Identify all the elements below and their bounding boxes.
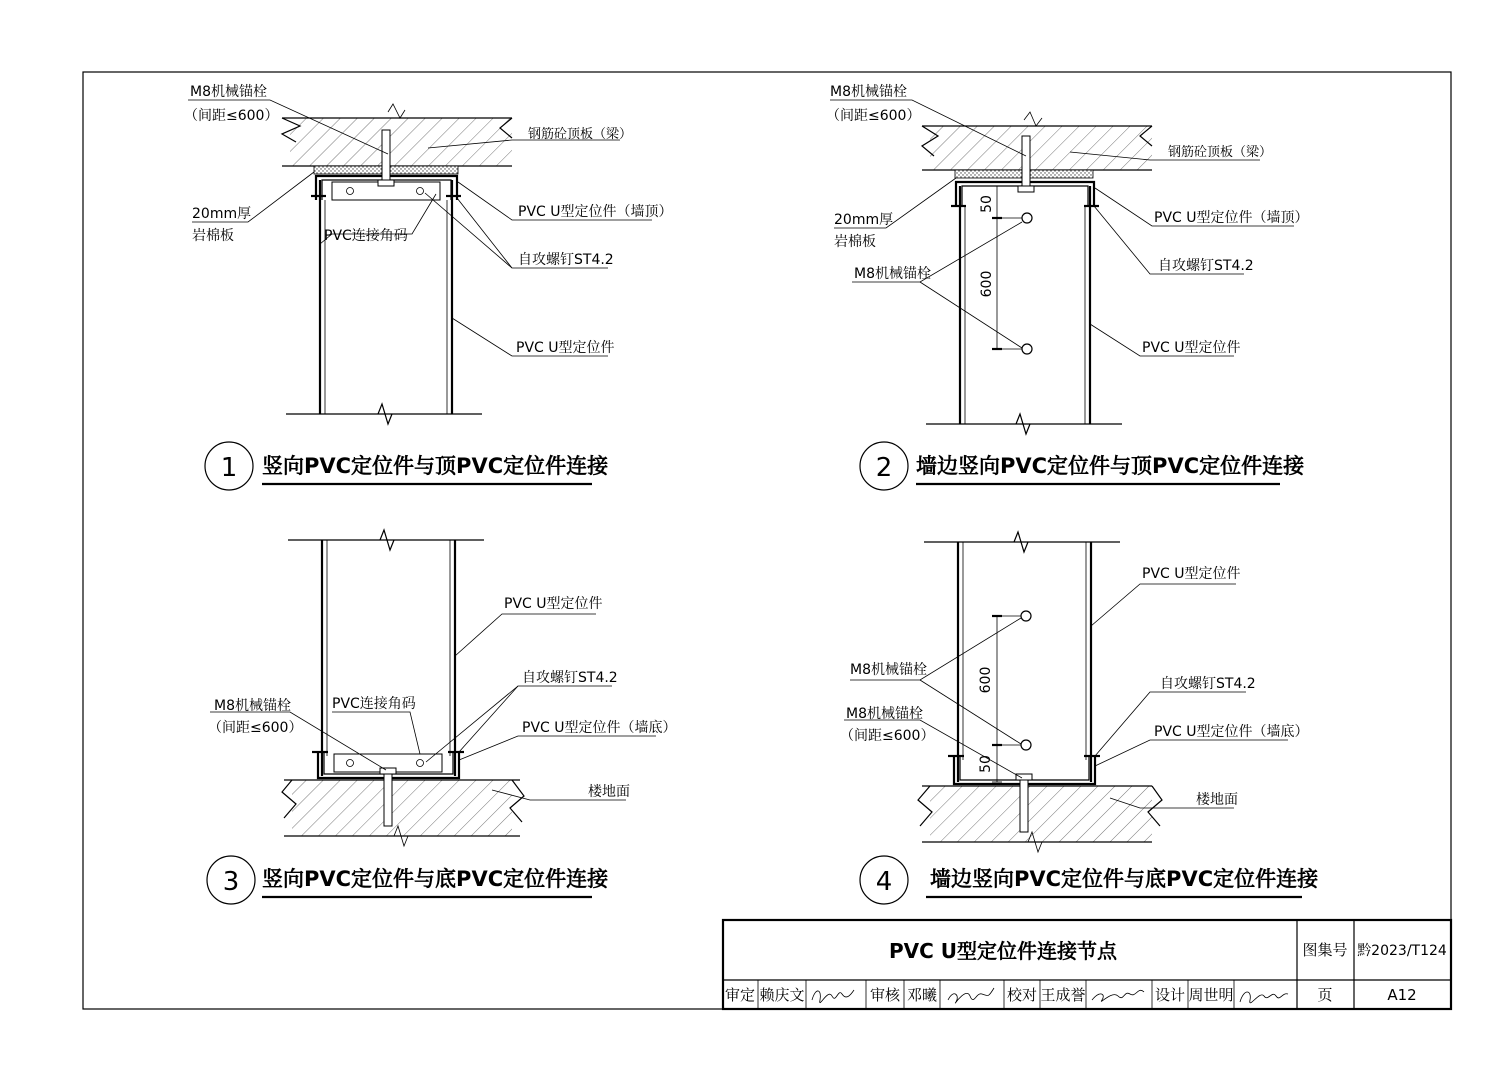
- label-corner: PVC连接角码: [332, 696, 416, 712]
- approve-name: 赖庆文: [759, 986, 805, 1004]
- concrete-slab: [930, 126, 1152, 170]
- floor-slab: [930, 786, 1152, 842]
- label-screw: 自攻螺钉ST4.2: [1160, 676, 1256, 692]
- label-stud: PVC U型定位件: [1142, 340, 1241, 356]
- label-anchor-2: M8机械锚栓: [854, 266, 931, 282]
- detail-caption: 竖向PVC定位件与底PVC定位件连接: [262, 867, 609, 891]
- label-track: PVC U型定位件（墙底）: [1154, 724, 1309, 740]
- label-anchor-spacing: （间距≤600）: [840, 728, 935, 744]
- label-track: PVC U型定位件（墙顶）: [518, 204, 673, 220]
- label-screw: 自攻螺钉ST4.2: [518, 252, 614, 268]
- design-label: 设计: [1154, 986, 1186, 1004]
- atlas-number: 黔2023/T124: [1357, 943, 1447, 959]
- label-corner: PVC连接角码: [324, 228, 408, 244]
- label-stud: PVC U型定位件: [516, 340, 615, 356]
- label-screw: 自攻螺钉ST4.2: [1158, 258, 1254, 274]
- label-screw: 自攻螺钉ST4.2: [522, 670, 618, 686]
- detail-number: 1: [220, 453, 238, 483]
- label-anchor-spacing: （间距≤600）: [208, 720, 303, 736]
- label-wool-2: 岩棉板: [834, 234, 876, 250]
- anchor-bolt: [384, 768, 392, 826]
- title-block: [723, 920, 1451, 1009]
- detail-number: 2: [875, 453, 893, 483]
- label-stud: PVC U型定位件: [504, 596, 603, 612]
- label-stud: PVC U型定位件: [1142, 566, 1241, 582]
- check-label: 校对: [1006, 986, 1038, 1004]
- label-track: PVC U型定位件（墙底）: [522, 720, 677, 736]
- design-name: 周世明: [1188, 986, 1234, 1004]
- label-slab: 钢筋砼顶板（梁）: [528, 127, 633, 142]
- page-label: 页: [1317, 986, 1333, 1004]
- label-anchor: M8机械锚栓: [190, 84, 267, 100]
- dim-50: 50: [978, 755, 994, 773]
- floor-slab: [292, 780, 512, 836]
- review-name: 邓曦: [906, 986, 938, 1004]
- review-label: 审核: [869, 986, 901, 1004]
- label-floor: 楼地面: [1196, 792, 1238, 808]
- dim-50: 50: [979, 195, 995, 213]
- label-floor: 楼地面: [588, 784, 630, 800]
- anchor-bolt: [1020, 774, 1028, 832]
- anchor-bolt: [1022, 136, 1030, 188]
- detail-2: [826, 83, 1309, 490]
- label-anchor-2: M8机械锚栓: [850, 662, 927, 678]
- concrete-slab: [290, 118, 512, 166]
- detail-caption: 竖向PVC定位件与顶PVC定位件连接: [262, 454, 609, 478]
- label-wool-1: 20mm厚: [192, 206, 252, 222]
- label-anchor-spacing: （间距≤600）: [826, 108, 921, 124]
- detail-4: [840, 532, 1319, 904]
- dim-600: 600: [978, 666, 994, 694]
- label-wool-2: 岩棉板: [192, 228, 234, 244]
- label-track: PVC U型定位件（墙顶）: [1154, 210, 1309, 226]
- atlas-label: 图集号: [1302, 941, 1348, 959]
- label-anchor-spacing: （间距≤600）: [184, 108, 279, 124]
- detail-caption: 墙边竖向PVC定位件与底PVC定位件连接: [930, 867, 1319, 891]
- anchor-bolt: [382, 130, 390, 182]
- detail-number: 4: [875, 867, 893, 897]
- label-anchor: M8机械锚栓: [214, 698, 291, 714]
- detail-3: [207, 530, 677, 904]
- detail-1: [184, 83, 673, 490]
- dim-600: 600: [979, 270, 995, 298]
- label-slab: 钢筋砼顶板（梁）: [1168, 145, 1273, 160]
- detail-number: 3: [222, 867, 240, 897]
- label-anchor: M8机械锚栓: [830, 84, 907, 100]
- drawing-title: PVC U型定位件连接节点: [888, 939, 1118, 963]
- label-wool-1: 20mm厚: [834, 212, 894, 228]
- detail-caption: 墙边竖向PVC定位件与顶PVC定位件连接: [916, 454, 1305, 478]
- check-name: 王成誉: [1040, 986, 1086, 1004]
- label-anchor: M8机械锚栓: [846, 706, 923, 722]
- approve-label: 审定: [724, 986, 756, 1004]
- page-number: A12: [1387, 986, 1417, 1004]
